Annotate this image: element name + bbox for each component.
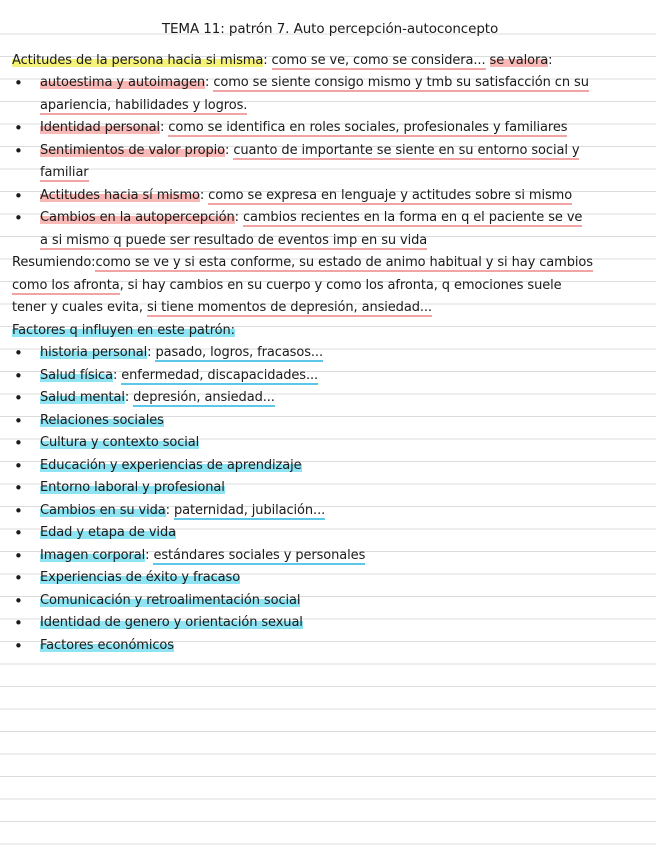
item-term: Sentimientos de valor propio <box>40 142 226 158</box>
item-desc-cont: apariencia, habilidades y logros. <box>40 97 248 113</box>
factores-heading-line <box>12 320 648 343</box>
list-item <box>12 612 648 635</box>
resumen-text-3: , si hay cambios en su cuerpo y como los afronta, q emociones suele <box>119 277 562 293</box>
separator: : <box>145 547 154 563</box>
factor-detail: estándares sociales y personales <box>153 547 366 563</box>
actitudes-list <box>12 72 648 252</box>
item-desc: como se siente consigo mismo y tmb su satisfacción cn su <box>213 75 589 90</box>
resumen-label: Resumiendo: <box>12 255 96 270</box>
list-item <box>12 72 648 117</box>
list-item <box>12 545 648 568</box>
factor-detail: depresión, ansiedad... <box>133 390 275 405</box>
actitudes-heading: Actitudes de la persona hacia si misma <box>12 52 264 68</box>
item-term: Cambios en la autopercepción <box>40 210 235 225</box>
factor-term: Experiencias de éxito y fracaso <box>40 570 241 585</box>
list-item <box>12 522 648 545</box>
item-term: Identidad personal <box>40 120 160 135</box>
item-term: autoestima y autoimagen <box>40 75 206 90</box>
list-item <box>12 567 648 590</box>
separator: : <box>234 210 243 225</box>
factor-term: Cambios en su vida <box>40 502 166 518</box>
factor-term: Imagen corporal <box>40 547 146 563</box>
separator: : <box>165 502 174 518</box>
separator: : <box>548 52 553 68</box>
factor-term: Factores económicos <box>40 637 174 653</box>
list-item <box>12 207 648 252</box>
resumen-text-4: tener y cuales evita, <box>12 300 147 315</box>
list-item <box>12 410 648 433</box>
separator: : <box>112 367 122 383</box>
page-title: TEMA 11: patrón 7. Auto percepción-autoconcepto <box>161 21 499 37</box>
list-item <box>12 432 648 455</box>
list-item <box>12 635 648 658</box>
factores-heading: Factores q influyen en este patrón: <box>12 322 235 338</box>
list-item <box>12 590 648 613</box>
resumen-text-2: como los afronta <box>12 277 120 293</box>
factor-term: Relaciones sociales <box>40 412 164 428</box>
factores-list <box>12 342 648 657</box>
factor-detail: pasado, logros, fracasos... <box>155 345 323 360</box>
factor-detail: enfermedad, discapacidades... <box>121 367 319 383</box>
separator: : <box>159 120 169 135</box>
factor-term: Entorno laboral y profesional <box>40 480 225 495</box>
separator: : <box>199 187 209 203</box>
item-term: Actitudes hacia sí mismo <box>40 187 200 203</box>
actitudes-desc-a: como se ve, como se considera... <box>271 52 486 68</box>
factor-term: Salud física <box>40 367 113 383</box>
factor-detail: paternidad, jubilación... <box>173 502 326 518</box>
item-desc-cont: a si mismo q puede ser resultado de eventos imp en su vida <box>40 232 428 248</box>
list-item <box>12 477 648 500</box>
list-item <box>12 500 648 523</box>
list-item <box>12 455 648 478</box>
item-desc: como se identifica en roles sociales, profesionales y familiares <box>168 120 568 135</box>
resumen-text-5: si tiene momentos de depresión, ansiedad... <box>146 300 432 315</box>
list-item <box>12 117 648 140</box>
factor-term: Cultura y contexto social <box>40 435 200 450</box>
resumen-paragraph <box>12 252 648 320</box>
separator: : <box>124 390 134 405</box>
item-desc: como se expresa en lenguaje y actitudes sobre si mismo <box>208 187 573 203</box>
separator: : <box>147 345 156 360</box>
factor-term: Edad y etapa de vida <box>40 525 176 540</box>
factor-term: Salud mental <box>40 390 125 405</box>
list-item <box>12 185 648 208</box>
item-desc-cont: familiar <box>40 165 89 180</box>
factor-term: Identidad de genero y orientación sexual <box>40 615 303 630</box>
actitudes-heading-line <box>12 50 648 73</box>
factor-term: Comunicación y retroalimentación social <box>40 592 301 608</box>
list-item <box>12 342 648 365</box>
separator: : <box>225 142 234 158</box>
list-item <box>12 365 648 388</box>
resumen-text-1: como se ve y si esta conforme, su estado de animo habitual y si hay cambios <box>95 255 593 270</box>
list-item <box>12 387 648 410</box>
factor-term: historia personal <box>40 345 148 360</box>
item-desc: cambios recientes en la forma en q el paciente se ve <box>242 210 583 225</box>
item-desc: cuanto de importante se siente en su entorno social y <box>233 142 580 158</box>
separator: : <box>205 75 214 90</box>
factor-term: Educación y experiencias de aprendizaje <box>40 457 302 473</box>
list-item <box>12 140 648 185</box>
actitudes-desc-b: se valora <box>489 52 549 68</box>
notes-content <box>12 18 648 657</box>
separator: : <box>263 52 272 68</box>
